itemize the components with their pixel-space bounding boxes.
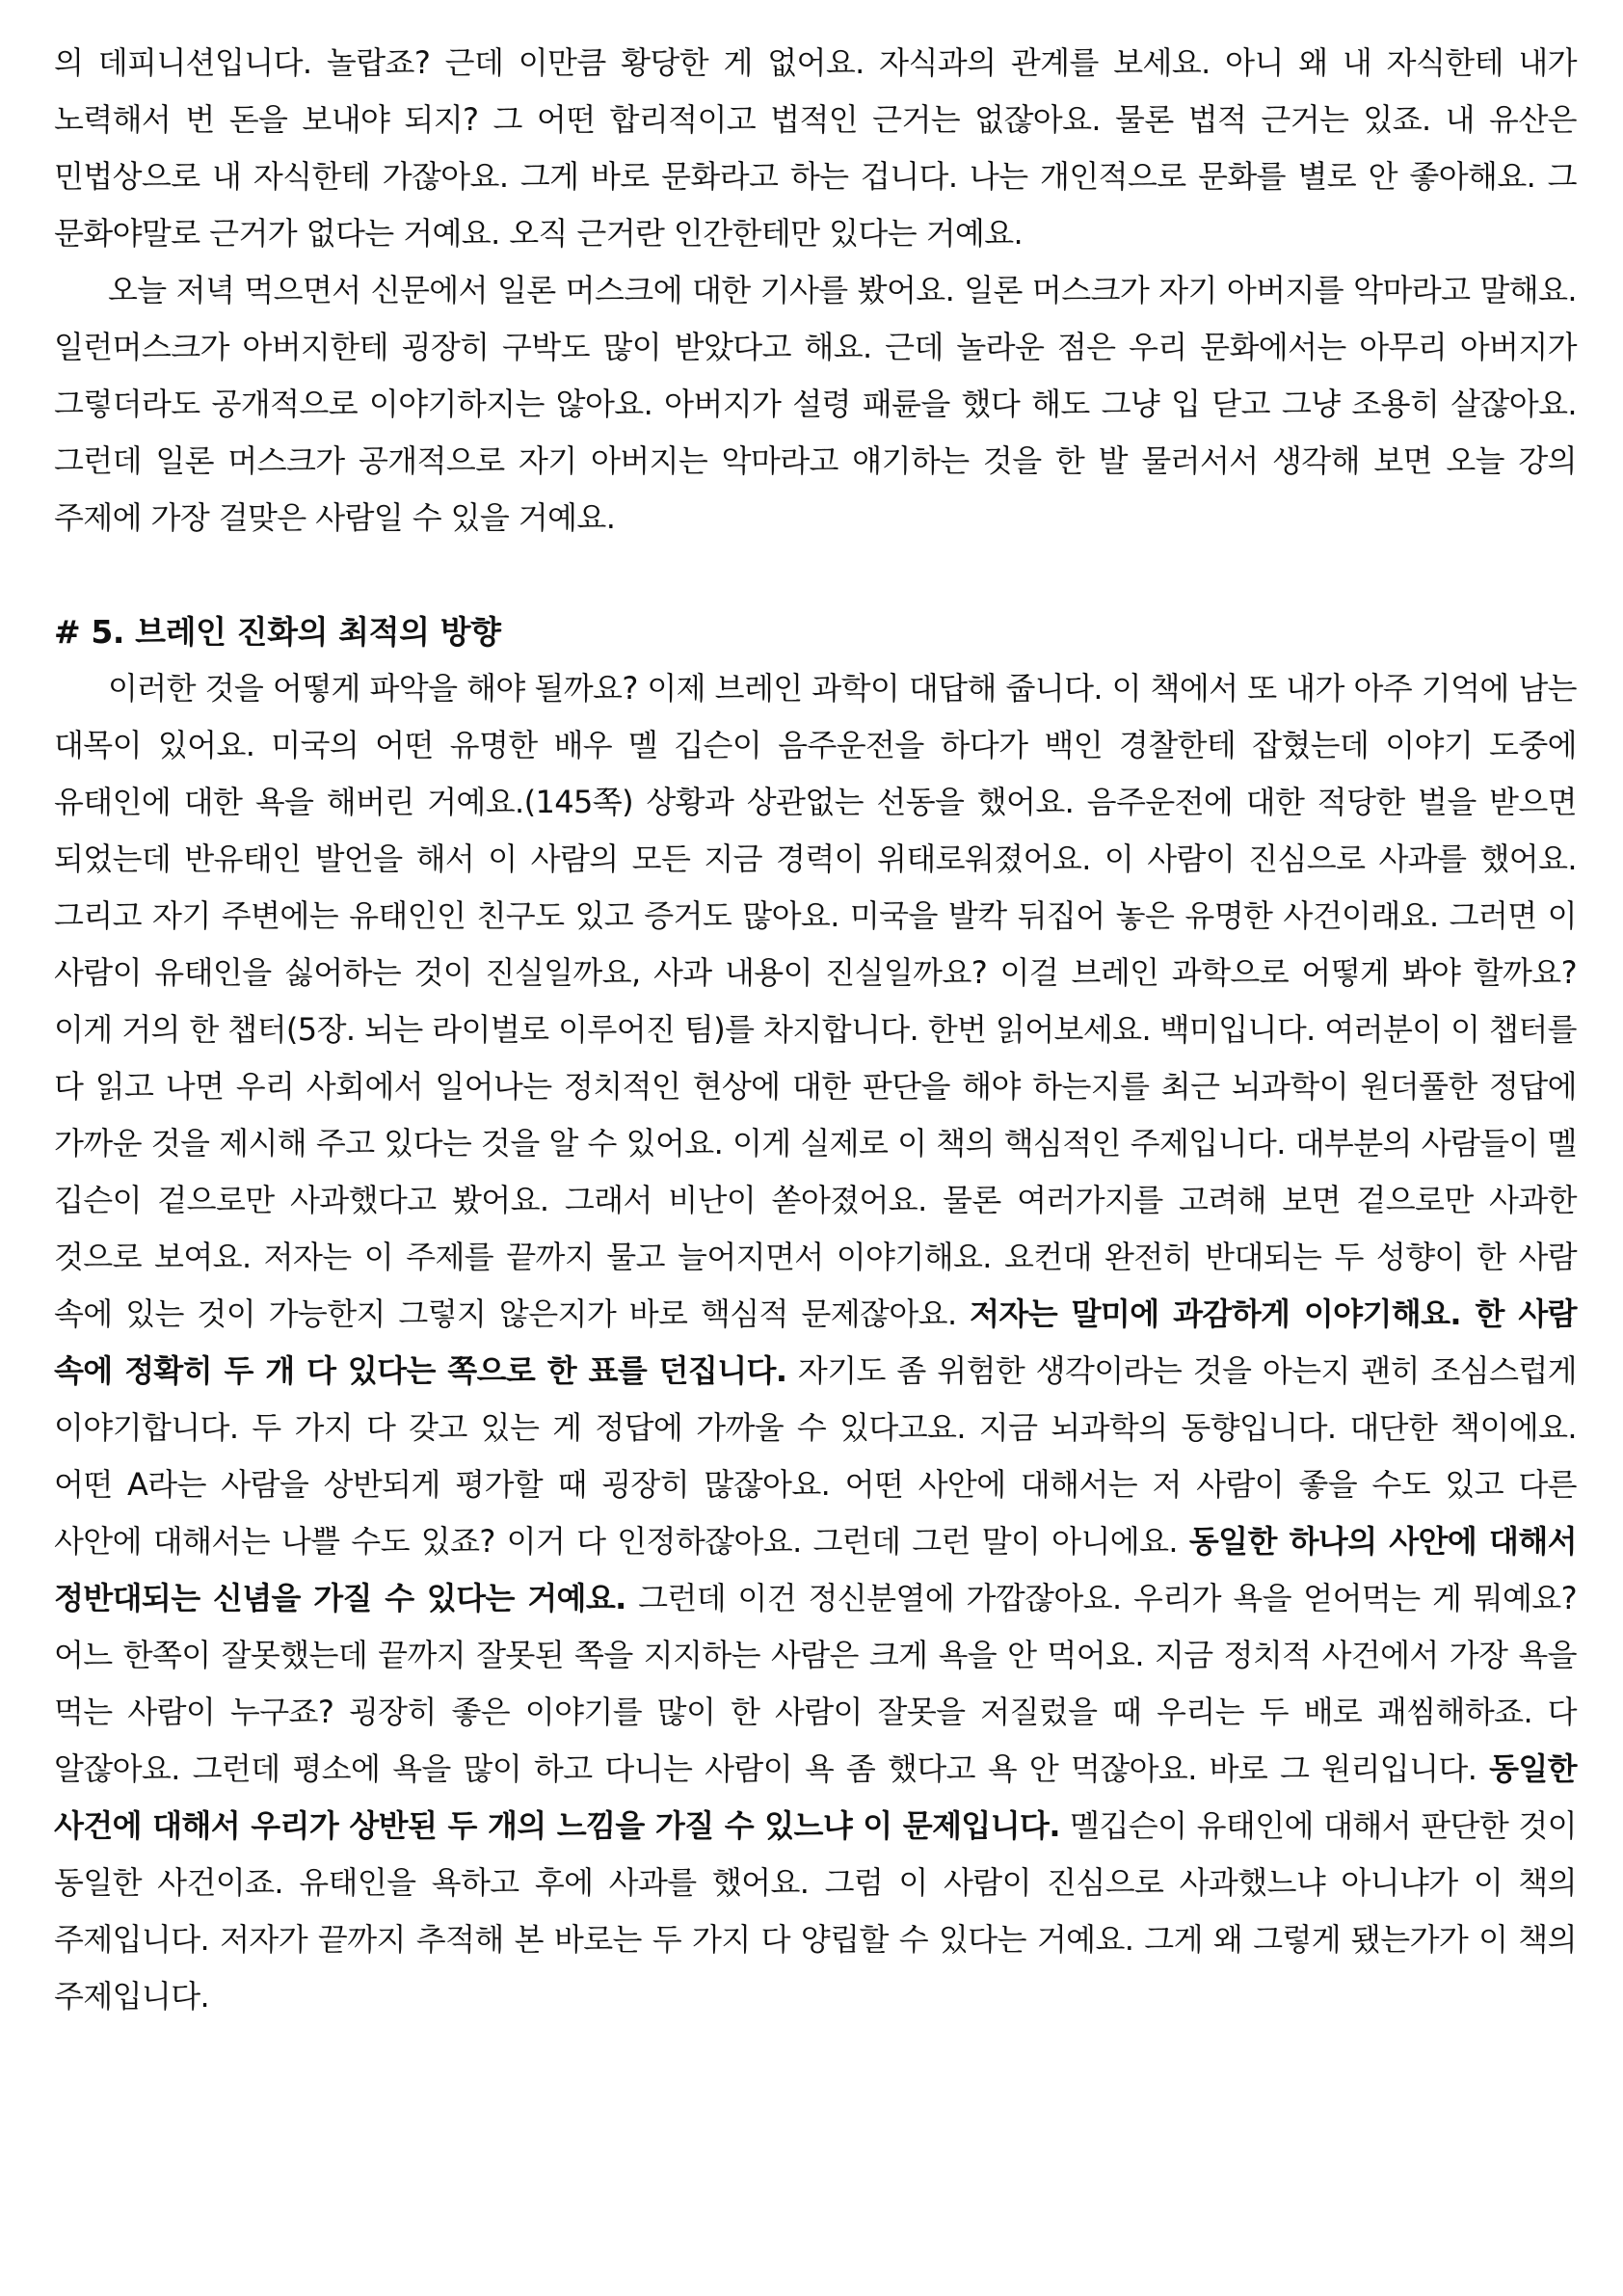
paragraph-3-bold-a: 저자는 말미에 과감하게 이야기해요. 한 사람 속에 정확히 두 개 다 있다는 쪽으로 한 표를 던집니다. [54, 1295, 1577, 1389]
paragraph-3-bold-c: 동일한 사건에 대해서 우리가 상반된 두 개의 느낌을 가질 수 있느냐 이 문제입니다. [54, 1750, 1577, 1844]
section-heading: # 5. 브레인 진화의 최적의 방향 [54, 613, 501, 651]
paragraph-3-text-b: 자기도 좀 위험한 생각이라는 것을 아는지 괜히 조심스럽게 이야기합니다. 두 가지 다 갖고 있는 게 정답에 가까울 수 있다고요. 지금 뇌과학의 동향입니다. 대단한 책이에요. 어떤 A라는 사람을 상반되게 평가할 때 굉장히 많잖아요. 어떤 사안에 대해서는 저 사람이 좋을 수도 있고 다른 사안에 대해서는 나쁠 수도 있죠? 이거 다 인정하잖아요. 그런데 그런 말이 아니에요. [54, 1352, 1577, 1560]
paragraph-2-text: 오늘 저녁 먹으면서 신문에서 일론 머스크에 대한 기사를 봤어요. 일론 머스크가 자기 아버지를 악마라고 말해요. 일런머스크가 아버지한테 굉장히 구박도 많이 받았다고 해요. 근데 놀라운 점은 우리 문화에서는 아무리 아버지가 그렇더라도 공개적으로 이야기하지는 않아요. 아버지가 설령 패륜을 했다 해도 그냥 입 닫고 그냥 조용히 살잖아요. 그런데 일론 머스크가 공개적으로 자기 아버지는 악마라고 얘기하는 것을 한 발 물러서서 생각해 보면 오늘 강의 주제에 가장 걸맞은 사람일 수 있을 거예요. [54, 272, 1577, 536]
paragraph-1-text: 의 데피니션입니다. 놀랍죠? 근데 이만큼 황당한 게 없어요. 자식과의 관계를 보세요. 아니 왜 내 자식한테 내가 노력해서 번 돈을 보내야 되지? 그 어떤 합리적이고 법적인 근거는 없잖아요. 물론 법적 근거는 있죠. 내 유산은 민법상으로 내 자식한테 가잖아요. 그게 바로 문화라고 하는 겁니다. 나는 개인적으로 문화를 별로 안 좋아해요. 그 문화야말로 근거가 없다는 거예요. 오직 근거란 인간한테만 있다는 거예요. [54, 44, 1577, 252]
section-spacer [54, 547, 1577, 603]
paragraph-3-text-a: 이러한 것을 어떻게 파악을 해야 될까요? 이제 브레인 과학이 대답해 줍니다. 이 책에서 또 내가 아주 기억에 남는 대목이 있어요. 미국의 어떤 유명한 배우 멜 깁슨이 음주운전을 하다가 백인 경찰한테 잡혔는데 이야기 도중에 유태인에 대한 욕을 해버린 거예요.(145쪽) 상황과 상관없는 선동을 했어요. 음주운전에 대한 적당한 벌을 받으면 되었는데 반유태인 발언을 해서 이 사람의 모든 지금 경력이 위태로워졌어요. 이 사람이 진심으로 사과를 했어요. 그리고 자기 주변에는 유태인인 친구도 있고 증거도 많아요. 미국을 발칵 뒤집어 놓은 유명한 사건이래요. 그러면 이 사람이 유태인을 싫어하는 것이 진실일까요, 사과 내용이 진실일까요? 이걸 브레인 과학으로 어떻게 봐야 할까요? 이게 거의 한 챕터(5장. 뇌는 라이벌로 이루어진 팀)를 차지합니다. 한번 읽어보세요. 백미입니다. 여러분이 이 챕터를 다 읽고 나면 우리 사회에서 일어나는 정치적인 현상에 대한 판단을 해야 하는지를 최근 뇌과학이 원더풀한 정답에 가까운 것을 제시해 주고 있다는 것을 알 수 있어요. 이게 실제로 이 책의 핵심적인 주제입니다. 대부분의 사람들이 멜 깁슨이 겉으로만 사과했다고 봤어요. 그래서 비난이 쏟아졌어요. 물론 여러가지를 고려해 보면 겉으로만 사과한 것으로 보여요. 저자는 이 주제를 끝까지 물고 늘어지면서 이야기해요. 요컨대 완전히 반대되는 두 성향이 한 사람 속에 있는 것이 가능한지 그렇지 않은지가 바로 핵심적 문제잖아요. [54, 670, 1577, 1332]
paragraph-3-text-c: 그런데 이건 정신분열에 가깝잖아요. 우리가 욕을 얻어먹는 게 뭐예요? 어느 한쪽이 잘못했는데 끝까지 잘못된 쪽을 지지하는 사람은 크게 욕을 안 먹어요. 지금 정치적 사건에서 가장 욕을 먹는 사람이 누구죠? 굉장히 좋은 이야기를 많이 한 사람이 잘못을 저질렀을 때 우리는 두 배로 괘씸해하죠. 다 알잖아요. 그런데 평소에 욕을 많이 하고 다니는 사람이 욕 좀 했다고 욕 안 먹잖아요. 바로 그 원리입니다. [54, 1580, 1577, 1787]
paragraph-3-bold-b: 동일한 하나의 사안에 대해서 정반대되는 신념을 가질 수 있다는 거예요. [54, 1523, 1577, 1616]
paragraph-1 [54, 35, 1577, 262]
paragraph-3 [54, 660, 1577, 2025]
paragraph-3-text-d: 멜깁슨이 유태인에 대해서 판단한 것이 동일한 사건이죠. 유태인을 욕하고 후에 사과를 했어요. 그럼 이 사람이 진심으로 사과했느냐 아니냐가 이 책의 주제입니다. 저자가 끝까지 추적해 본 바로는 두 가지 다 양립할 수 있다는 거예요. 그게 왜 그렇게 됐는가가 이 책의 주제입니다. [54, 1807, 1577, 2015]
paragraph-2 [54, 262, 1577, 547]
